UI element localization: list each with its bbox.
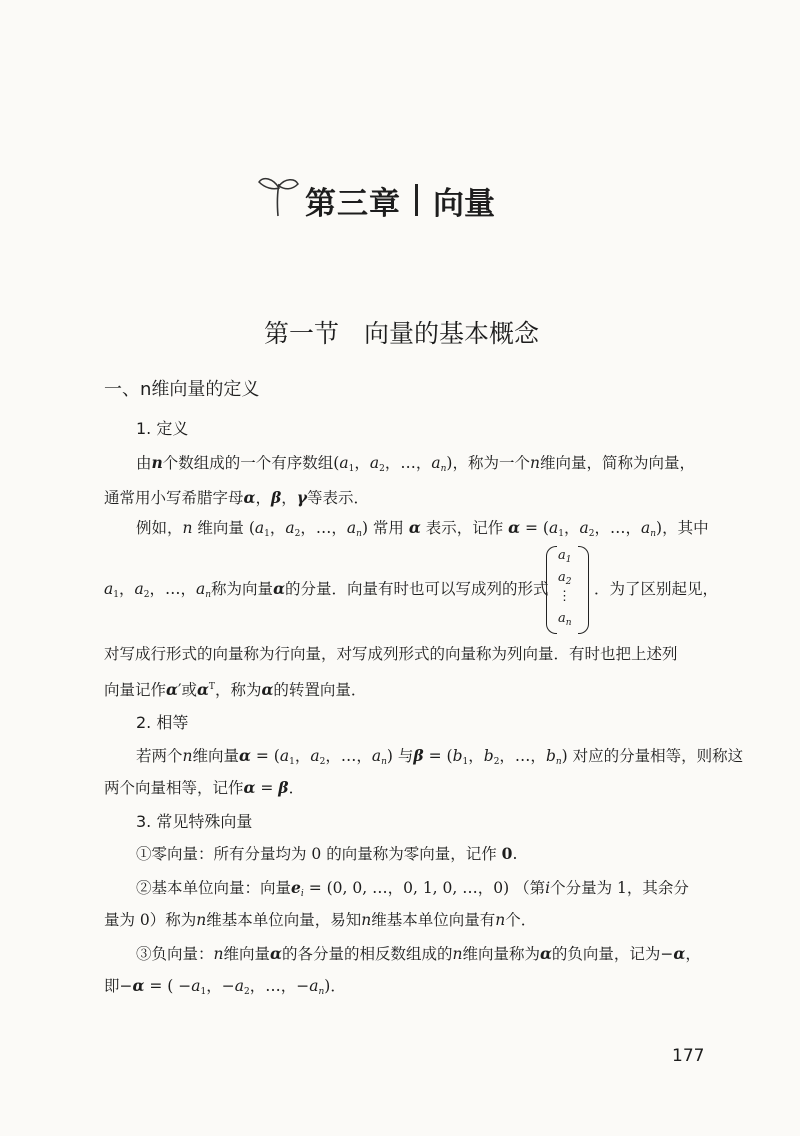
sprout-icon	[255, 168, 301, 218]
matrix-element: ⋮	[558, 589, 571, 604]
subheading-special-vectors: 3. 常见特殊向量	[136, 812, 253, 831]
heading-definition: 一、n维向量的定义	[104, 379, 260, 400]
paragraph-line: 即−α = ( $-a_1$，$-a_2$，…，$-a_n$)．	[104, 976, 346, 997]
paragraph-line: 两个向量相等，记作α = β．	[104, 778, 305, 797]
chapter-title: 第三章	[305, 186, 401, 222]
paragraph-line: ①零向量：所有分量均为 0 的向量称为零向量，记作 0.	[136, 844, 518, 863]
matrix-left-paren	[546, 546, 557, 634]
paragraph-line: 量为 0）称为n维基本单位向量，易知n维基本单位向量有n个．	[104, 911, 537, 929]
subheading-definition: 1. 定义	[136, 419, 189, 438]
matrix-element: $a_1$	[558, 548, 572, 565]
page-number: 177	[672, 1046, 705, 1066]
section-title: 第一节 向量的基本概念	[264, 319, 540, 348]
paragraph-line: 由n个数组成的一个有序数组($a_1$，$a_2$，…，$a_n$)，称为一个n维向量，简称为向量，	[136, 453, 695, 474]
subheading-equality: 2. 相等	[136, 713, 189, 732]
paragraph-line: 通常用小写希腊字母α，β，γ等表示．	[104, 488, 370, 507]
title-divider	[415, 184, 418, 216]
paragraph-line: ．为了区别起见，	[594, 580, 719, 598]
matrix-element: $a_2$	[558, 570, 572, 587]
paragraph-line: 向量记作α′或$\alpha^T$，称为α的转置向量．	[104, 680, 367, 699]
paragraph-line: $a_1$，$a_2$，…，$a_n$称为向量α的分量．向量有时也可以写成列的形式	[104, 579, 549, 600]
paragraph-line: 若两个n维向量$\alpha = (a_1$，$a_2$，…，$a_n$) 与$\beta = (b_1$，$b_2$，…，$b_n$) 对应的分量相等，则称这	[136, 746, 744, 767]
chapter-subtitle: 向量	[433, 186, 495, 222]
paragraph-line: ③负向量：n维向量α的各分量的相反数组成的n维向量称为α的负向量，记为−α，	[136, 944, 701, 963]
paragraph-line: 例如，n 维向量 ($a_1$，$a_2$，…，$a_n$) 常用 α 表示，记作 $\alpha = (a_1$，$a_2$，…，$a_n$)，其中	[136, 518, 709, 539]
paragraph-line: ②基本单位向量：向量$e_i = (0$, 0, …，0, 1, 0, …，0) （第i个分量为 1，其余分	[136, 878, 689, 899]
matrix-element: $a_n$	[558, 611, 572, 628]
paragraph-line: 对写成行形式的向量称为行向量，对写成列形式的向量称为列向量．有时也把上述列	[104, 645, 678, 663]
matrix-right-paren	[578, 546, 589, 634]
